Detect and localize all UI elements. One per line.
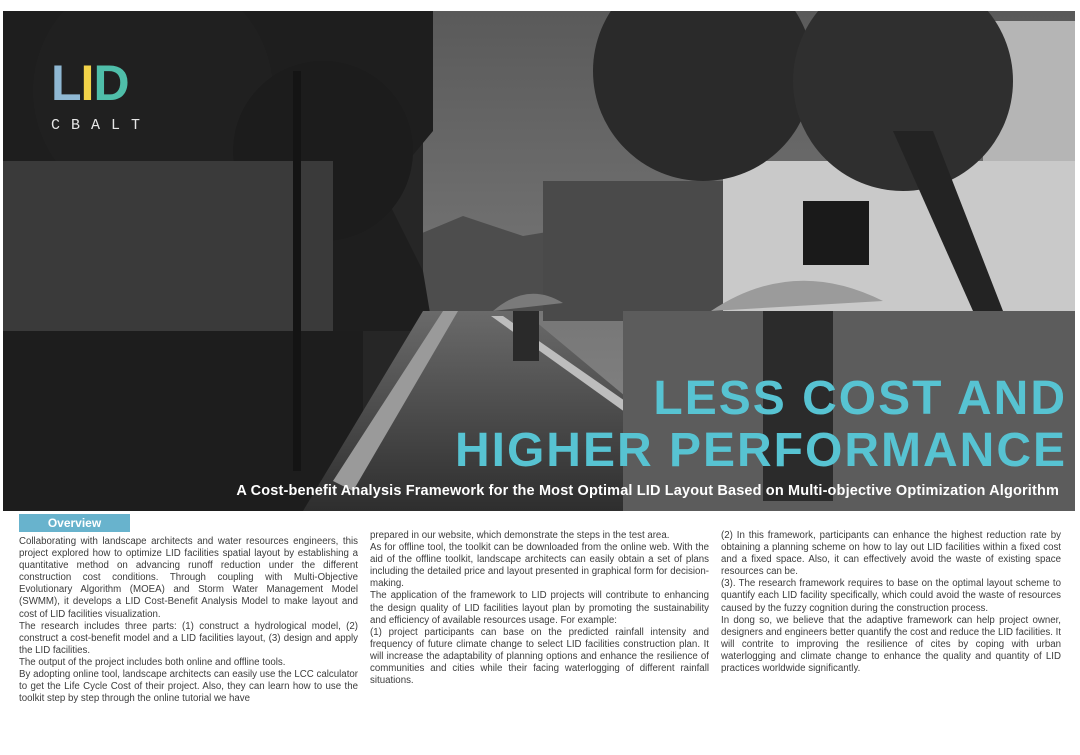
logo-subtext: CBALT	[51, 117, 152, 134]
hero-photo	[3, 11, 1075, 511]
logo-letter-d: D	[93, 55, 129, 111]
paragraph: Collaborating with landscape architects and water resources engineers, this project explored how to optimize LID facilities spatial layout by establishing a quantitative method on advancing runoff reduction under the different construction cost conditions. Through coupling with Multi-Objective Evolutionary Algorithm (MOEA) and Storm Water Management Model (SWMM), it develops a LID Cost-Benefit Analysis Model to make layout and cost of LID facilities visualization.	[19, 536, 358, 620]
paragraph: By adopting online tool, landscape architects can easily use the LCC calculator to get the Life Cycle Cost of their project. Also, they can learn how to use the toolkit step by step through the online tutorial we have	[19, 669, 358, 705]
paragraph: prepared in our website, which demonstrate the steps in the test area.	[370, 530, 670, 541]
subtitle: A Cost-benefit Analysis Framework for the Most Optimal LID Layout Based on Multi-objective Optimization Algorithm	[236, 483, 1059, 499]
text-column-3	[721, 530, 1061, 675]
headline	[455, 373, 1067, 477]
lid-logo	[51, 53, 201, 148]
paragraph: (1) project participants can base on the predicted rainfall intensity and frequency of future climate change to select LID facilities construction plan. It will increase the adaptability of planning options and enhance the resilience of communities and cities while their facing waterlogging of different rainfall situations.	[370, 626, 709, 687]
paragraph: The research includes three parts: (1) construct a hydrological model, (2) construct a cost-benefit model and a LID facilities layout, (3) design and apply the LID facilities.	[19, 620, 358, 656]
logo-letter-l: L	[51, 55, 81, 111]
paragraph: As for offline tool, the toolkit can be downloaded from the online web. With the aid of the offline toolkit, landscape architects can easily obtain a set of plans including the detailed price and layout presented in graphical form for decision-making.	[370, 542, 709, 590]
headline-line-1: LESS COST AND	[653, 372, 1067, 425]
overview-heading: Overview	[19, 514, 130, 532]
paragraph: In dong so, we believe that the adaptive framework can help project owner, designers and engineers better quantify the cost and reduce the LID facilities. It will contrite to improving the resilience of cites by coping with urban waterlogging and climate change to enhance the quality and quantity of LID practices worldwide significantly.	[721, 614, 1061, 675]
paragraph: (3). The research framework requires to base on the optimal layout scheme to quantify each LID facility specifically, which could avoid the waste of resources caused by the fuzzy cognition during the construction process.	[721, 578, 1061, 614]
logo-letter-i: I	[80, 55, 94, 111]
headline-line-2: HIGHER PERFORMANCE	[454, 424, 1067, 477]
text-column-1	[19, 536, 358, 705]
text-column-2	[370, 530, 709, 687]
paragraph: The output of the project includes both online and offline tools.	[19, 656, 286, 668]
logo-mark	[51, 53, 129, 113]
paragraph: The application of the framework to LID projects will contribute to enhancing the design quality of LID facilities layout plan by promoting the sustainability and efficiency of available resources usage. For example:	[370, 590, 709, 626]
paragraph: (2) In this framework, participants can enhance the highest reduction rate by obtaining a planning scheme on how to lay out LID facilities within a fixed cost and a fixed space. Also, it can effectively avoid the waste of existing space resources can be.	[721, 530, 1061, 578]
